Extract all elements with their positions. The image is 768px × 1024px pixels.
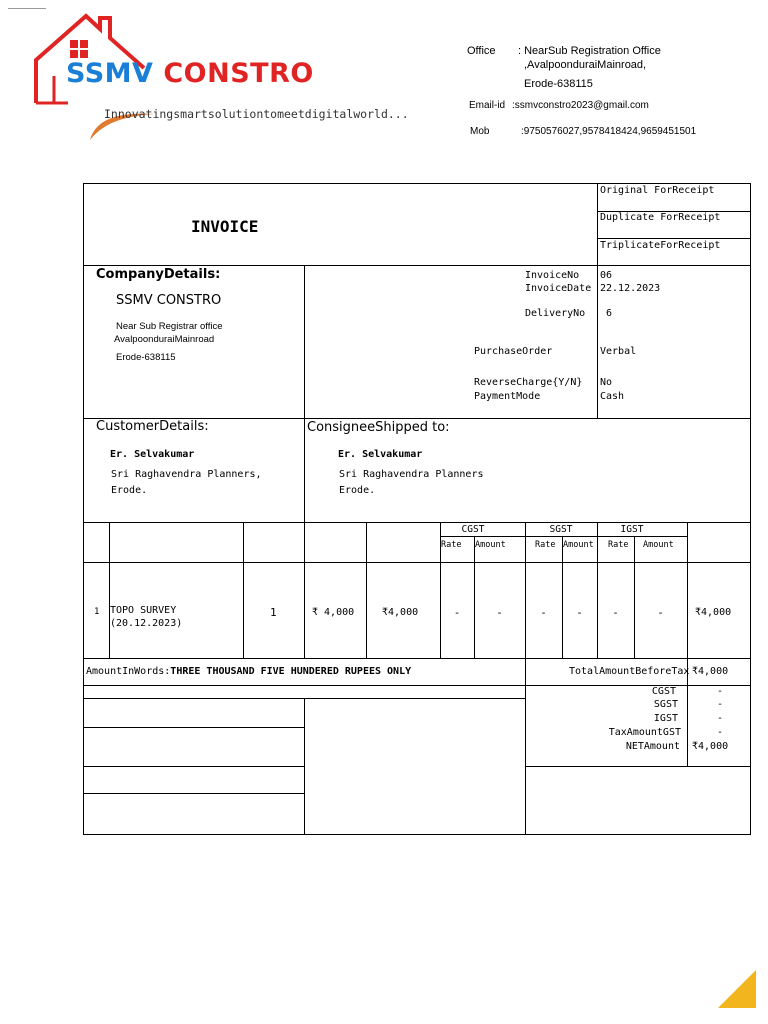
payment-mode: Cash <box>600 391 625 402</box>
invoice-no: 06 <box>600 270 613 281</box>
item-sgst-amt: - <box>576 607 583 619</box>
before-tax-label: TotalAmountBeforeTax <box>569 666 690 677</box>
before-tax-value: ₹4,000 <box>692 666 729 677</box>
amount-in-words <box>86 666 411 677</box>
consignee-line1: Sri Raghavendra Planners <box>339 469 484 480</box>
brand-tagline: Innovatingsmartsolutiontomeetdigitalworld... <box>104 107 409 121</box>
email-label: Email-id <box>469 100 506 111</box>
copy-original: Original ForReceipt <box>600 185 715 196</box>
item-rate: ₹ 4,000 <box>312 607 355 618</box>
net-amount-value: ₹4,000 <box>692 741 729 752</box>
sgst-total-value: - <box>717 699 724 710</box>
consignee-line2: Erode. <box>339 485 376 496</box>
email-value: :ssmvconstro2023@gmail.com <box>512 100 649 111</box>
cgst-total-label: CGST <box>651 686 676 697</box>
company-addr1: Near Sub Registrar office <box>116 321 223 332</box>
item-sno: 1 <box>94 607 100 617</box>
consignee-name: Er. Selvakumar <box>338 449 423 460</box>
reverse-charge-label: ReverseCharge{Y/N} <box>474 377 583 388</box>
item-qty: 1 <box>270 606 277 619</box>
mob-value: :9750576027,9578418424,9659451501 <box>521 126 697 137</box>
page-corner-icon <box>718 970 756 1008</box>
customer-line2: Erode. <box>111 485 148 496</box>
office-line3: Erode-638115 <box>524 78 593 90</box>
sgst-total-label: SGST <box>653 699 678 710</box>
cgst-rate-header: Rate <box>441 540 462 550</box>
office-line2: ,AvalpoonduraiMainroad, <box>524 59 647 71</box>
cgst-header: CGST <box>461 524 485 535</box>
copy-triplicate: TriplicateForReceipt <box>600 240 721 251</box>
item-desc1: TOPO SURVEY <box>110 605 177 616</box>
company-heading: CompanyDetails: <box>96 267 221 282</box>
net-amount-label: NETAmount <box>625 741 680 752</box>
company-addr3: Erode-638115 <box>116 352 176 363</box>
reverse-charge: No <box>600 377 613 388</box>
igst-amount-header: Amount <box>643 540 674 550</box>
office-line1: : NearSub Registration Office <box>518 45 661 57</box>
delivery-no: 6 <box>606 308 613 319</box>
cgst-total-value: - <box>717 686 724 697</box>
igst-header: IGST <box>620 524 644 535</box>
company-name: SSMV CONSTRO <box>116 293 222 308</box>
cgst-amount-header: Amount <box>475 540 506 550</box>
igst-rate-header: Rate <box>608 540 629 550</box>
brand-name: SSMV CONSTRO <box>66 58 314 89</box>
igst-total-value: - <box>717 713 724 724</box>
invoice-date: 22.12.2023 <box>600 283 661 294</box>
item-cgst-amt: - <box>496 607 503 619</box>
tax-gst-value: - <box>717 727 724 738</box>
item-igst-rate: - <box>612 607 619 619</box>
payment-mode-label: PaymentMode <box>474 391 541 402</box>
item-desc2: (20.12.2023) <box>110 618 183 629</box>
item-value: ₹4,000 <box>382 607 419 618</box>
sgst-rate-header: Rate <box>535 540 556 550</box>
copy-duplicate: Duplicate ForReceipt <box>600 212 721 223</box>
invoice-date-label: InvoiceDate <box>525 283 592 294</box>
top-rule <box>8 8 46 9</box>
sgst-header: SGST <box>549 524 573 535</box>
item-sgst-rate: - <box>540 607 547 619</box>
consignee-heading: ConsigneeShipped to: <box>307 420 450 435</box>
invoice-no-label: InvoiceNo <box>525 270 580 281</box>
mob-label: Mob <box>470 126 490 137</box>
tax-gst-label: TaxAmountGST <box>608 727 681 738</box>
invoice-title: INVOICE <box>191 217 259 236</box>
purchase-order: Verbal <box>600 346 637 357</box>
item-cgst-rate: - <box>453 607 461 619</box>
customer-line1: Sri Raghavendra Planners, <box>111 469 262 480</box>
igst-total-label: IGST <box>653 713 678 724</box>
company-addr2: AvalpoonduraiMainroad <box>114 334 215 345</box>
item-igst-amt: - <box>657 607 664 619</box>
office-label: Office <box>467 45 496 57</box>
delivery-no-label: DeliveryNo <box>525 308 586 319</box>
item-total: ₹4,000 <box>695 607 732 618</box>
amount-in-words-value: THREE THOUSAND FIVE HUNDERED RUPEES ONLY <box>170 666 412 677</box>
customer-heading: CustomerDetails: <box>96 419 209 434</box>
sgst-amount-header: Amount <box>563 540 594 550</box>
purchase-order-label: PurchaseOrder <box>474 346 553 357</box>
customer-name: Er. Selvakumar <box>110 449 195 460</box>
amount-in-words-label: AmountInWords: <box>86 666 171 677</box>
